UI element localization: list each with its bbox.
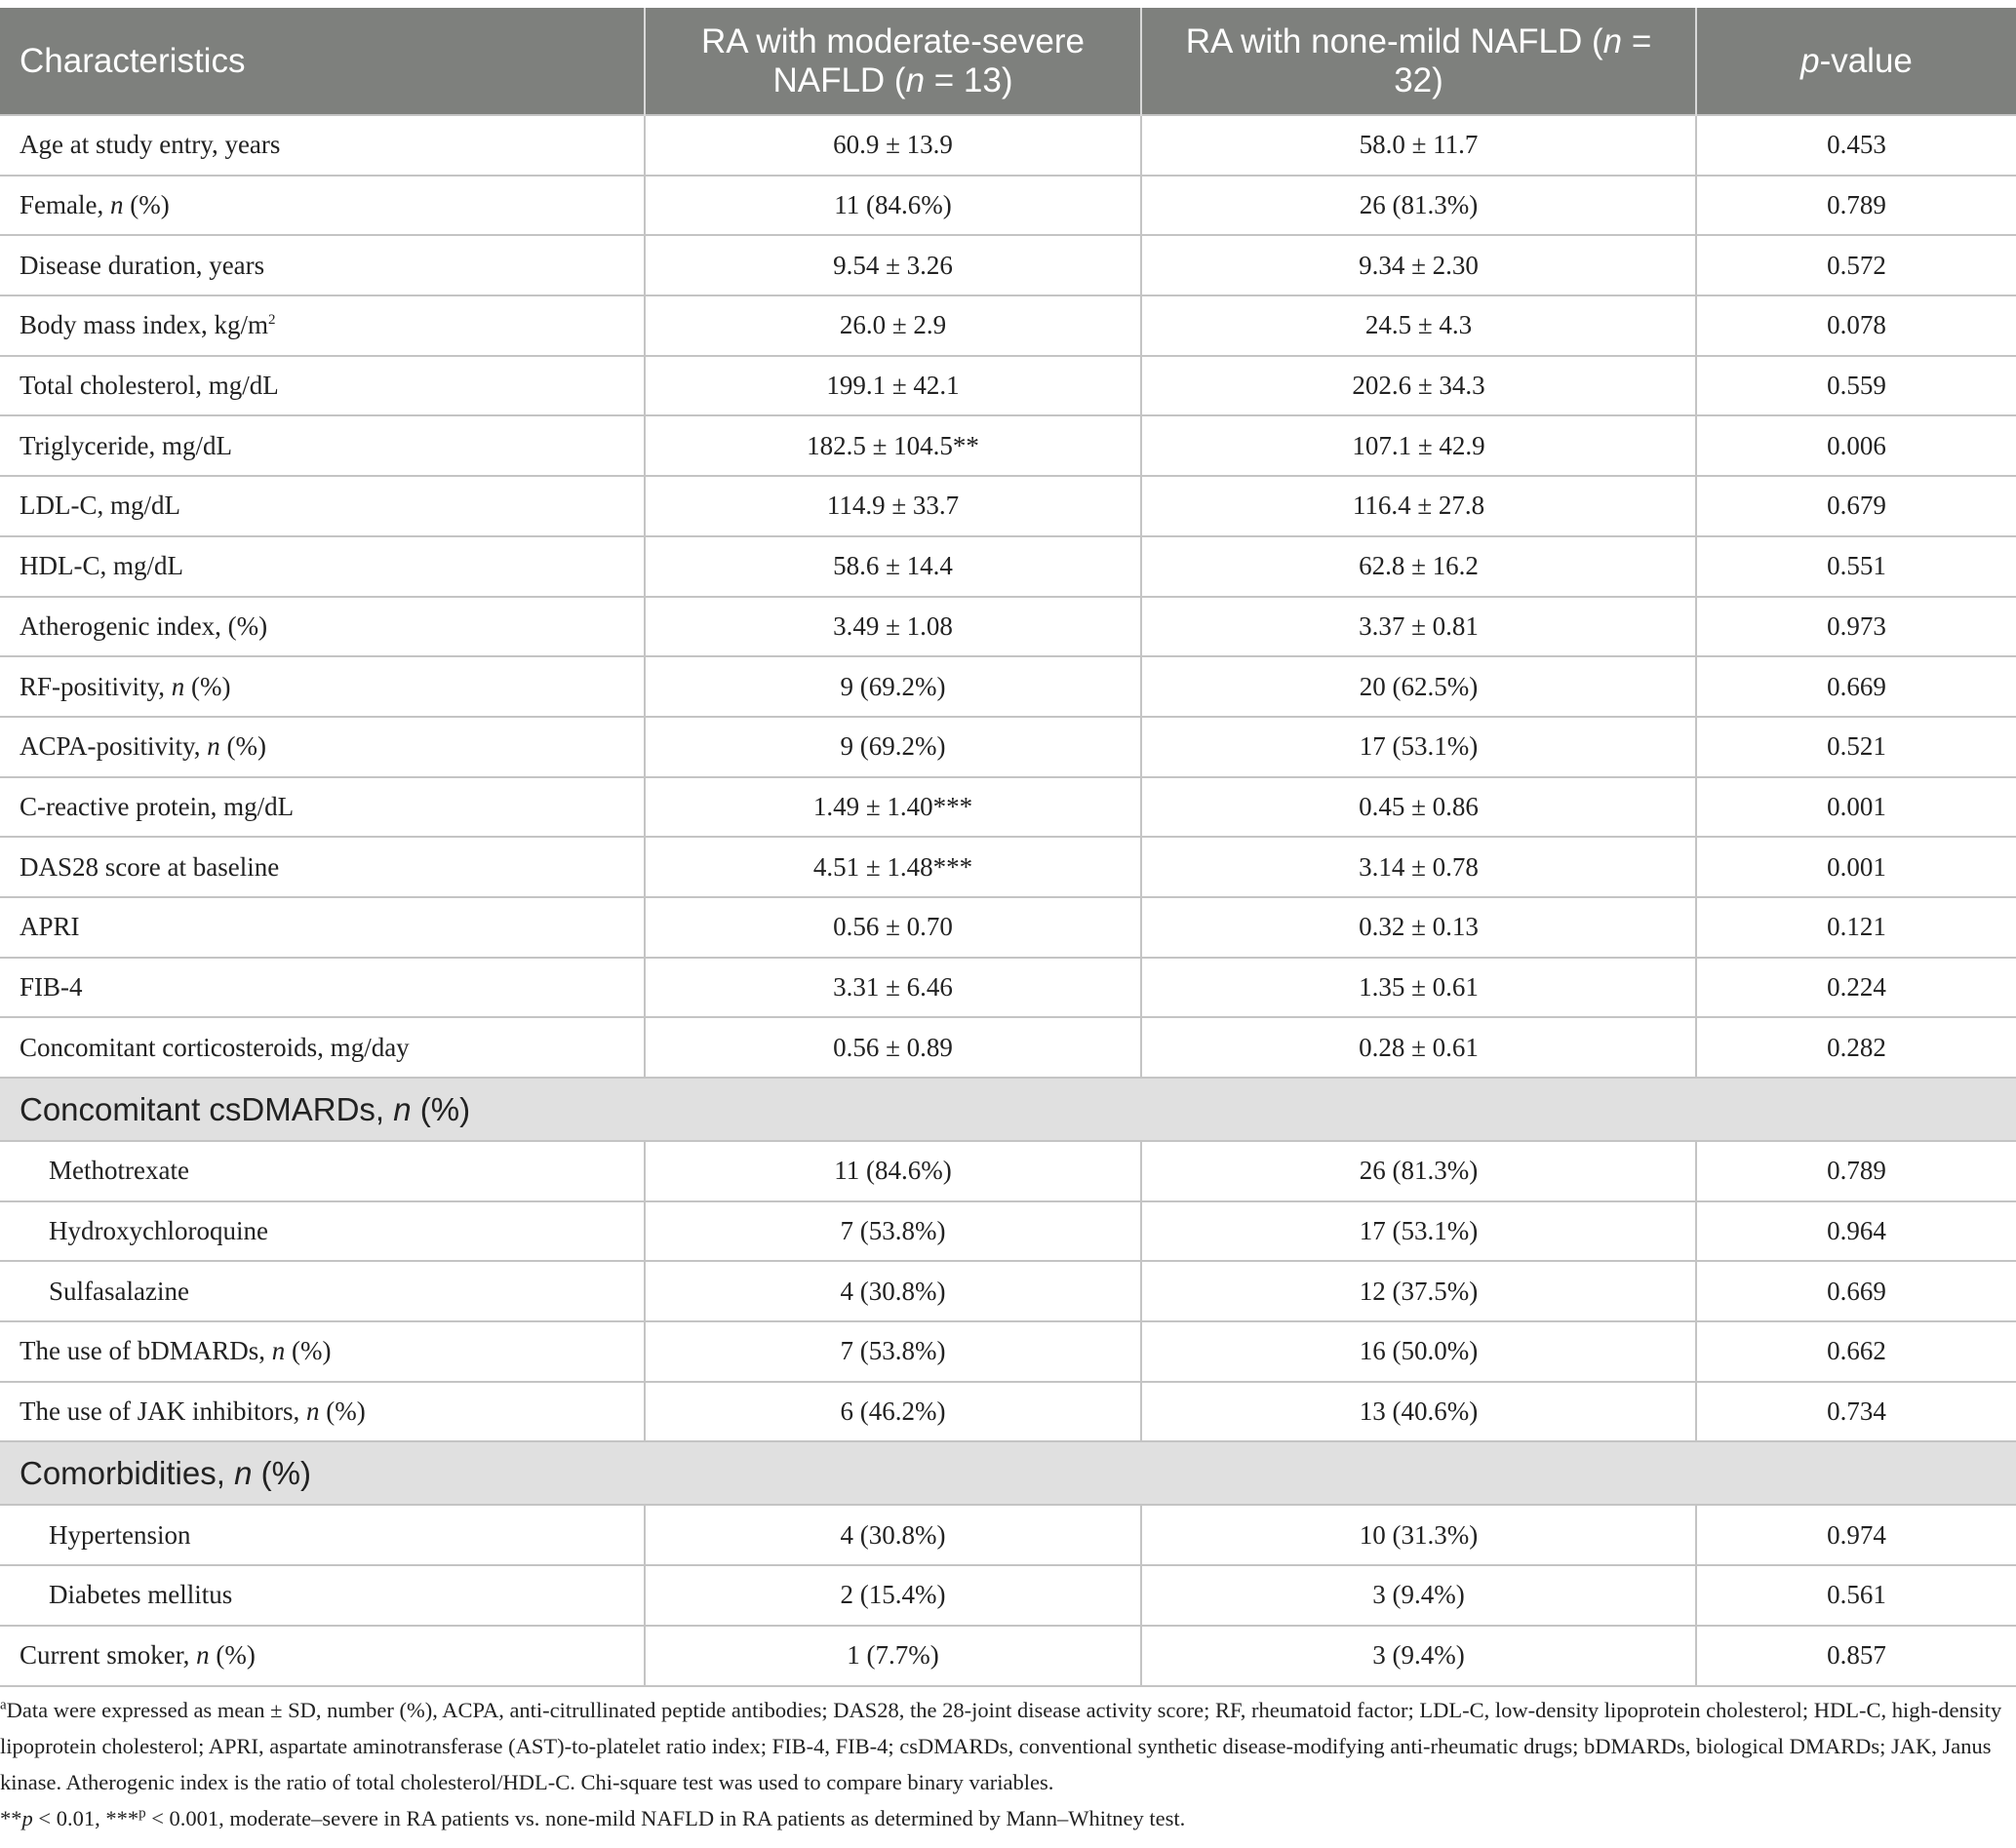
none-mild-value: 0.32 ± 0.13	[1141, 897, 1696, 958]
none-mild-value: 16 (50.0%)	[1141, 1321, 1696, 1382]
table-row	[0, 476, 2016, 536]
none-mild-value: 10 (31.3%)	[1141, 1505, 1696, 1565]
p-value: 0.669	[1696, 656, 2016, 717]
section-row	[0, 1078, 2016, 1141]
table-row	[0, 356, 2016, 416]
none-mild-value: 107.1 ± 42.9	[1141, 415, 1696, 476]
section-title: Comorbidities, n (%)	[0, 1441, 2016, 1505]
header-moderate-severe: RA with moderate-severe NAFLD (n = 13)	[645, 8, 1141, 115]
header-characteristics: Characteristics	[20, 41, 246, 80]
moderate-severe-value: 9.54 ± 3.26	[645, 235, 1141, 295]
moderate-severe-value: 3.49 ± 1.08	[645, 597, 1141, 657]
moderate-severe-value: 0.56 ± 0.89	[645, 1017, 1141, 1078]
row-label: C-reactive protein, mg/dL	[0, 777, 645, 838]
p-value: 0.679	[1696, 476, 2016, 536]
row-label: RF-positivity, n (%)	[0, 656, 645, 717]
table-body	[0, 115, 2016, 1686]
p-value: 0.559	[1696, 356, 2016, 416]
moderate-severe-value: 26.0 ± 2.9	[645, 295, 1141, 356]
row-label: Methotrexate	[0, 1141, 645, 1201]
moderate-severe-value: 4 (30.8%)	[645, 1261, 1141, 1321]
p-value: 0.001	[1696, 837, 2016, 897]
moderate-severe-value: 4.51 ± 1.48***	[645, 837, 1141, 897]
none-mild-value: 3 (9.4%)	[1141, 1565, 1696, 1626]
row-label: ACPA-positivity, n (%)	[0, 717, 645, 777]
none-mild-value: 58.0 ± 11.7	[1141, 115, 1696, 176]
none-mild-value: 26 (81.3%)	[1141, 176, 1696, 236]
moderate-severe-value: 114.9 ± 33.7	[645, 476, 1141, 536]
table-row	[0, 176, 2016, 236]
none-mild-value: 1.35 ± 0.61	[1141, 958, 1696, 1018]
row-label: HDL-C, mg/dL	[0, 536, 645, 597]
row-label: APRI	[0, 897, 645, 958]
moderate-severe-value: 9 (69.2%)	[645, 717, 1141, 777]
row-label: The use of bDMARDs, n (%)	[0, 1321, 645, 1382]
p-value: 0.121	[1696, 897, 2016, 958]
none-mild-value: 12 (37.5%)	[1141, 1261, 1696, 1321]
table-row	[0, 235, 2016, 295]
p-value: 0.973	[1696, 597, 2016, 657]
footnote-definitions: $^a$Data were expressed as mean ± SD, number (%), ACPA, anti-citrullinated peptide antibodies; DAS28, the 28-joint disease activity score; RF, rheumatoid factor; LDL-C, low-density lipoprotein cholesterol; HDL-C, high-density lipoprotein cholesterol; APRI, aspartate aminotransferase (AST)-to-platelet ratio index; FIB-4, FIB-4; csDMARDs, conventional synthetic disease-modifying anti-rheumatic drugs; bDMARDs, biological DMARDs; JAK, Janus kinase. Atherogenic index is the ratio of total cholesterol/HDL-C. Chi-square test was used to compare binary variables.	[0, 1697, 2002, 1794]
moderate-severe-value: 11 (84.6%)	[645, 176, 1141, 236]
moderate-severe-value: 7 (53.8%)	[645, 1201, 1141, 1262]
none-mild-value: 3 (9.4%)	[1141, 1626, 1696, 1686]
table-row	[0, 1382, 2016, 1442]
none-mild-value: 202.6 ± 34.3	[1141, 356, 1696, 416]
p-value: 0.224	[1696, 958, 2016, 1018]
moderate-severe-value: 58.6 ± 14.4	[645, 536, 1141, 597]
table-row	[0, 536, 2016, 597]
table-row	[0, 897, 2016, 958]
row-label: Atherogenic index, (%)	[0, 597, 645, 657]
table-row	[0, 837, 2016, 897]
moderate-severe-value: 11 (84.6%)	[645, 1141, 1141, 1201]
none-mild-value: 116.4 ± 27.8	[1141, 476, 1696, 536]
row-label: Sulfasalazine	[0, 1261, 645, 1321]
section-title: Concomitant csDMARDs, n (%)	[0, 1078, 2016, 1141]
characteristics-table	[0, 8, 2016, 1687]
table-row	[0, 777, 2016, 838]
p-value: 0.551	[1696, 536, 2016, 597]
moderate-severe-value: 199.1 ± 42.1	[645, 356, 1141, 416]
moderate-severe-value: 7 (53.8%)	[645, 1321, 1141, 1382]
none-mild-value: 26 (81.3%)	[1141, 1141, 1696, 1201]
row-label: Age at study entry, years	[0, 115, 645, 176]
p-value: 0.789	[1696, 176, 2016, 236]
moderate-severe-value: 2 (15.4%)	[645, 1565, 1141, 1626]
p-value: 0.857	[1696, 1626, 2016, 1686]
p-value: 0.734	[1696, 1382, 2016, 1442]
table-row	[0, 597, 2016, 657]
p-value: 0.006	[1696, 415, 2016, 476]
p-value: 0.669	[1696, 1261, 2016, 1321]
p-value: 0.521	[1696, 717, 2016, 777]
table-row	[0, 295, 2016, 356]
table-row	[0, 415, 2016, 476]
none-mild-value: 3.37 ± 0.81	[1141, 597, 1696, 657]
p-value: 0.974	[1696, 1505, 2016, 1565]
p-value: 0.001	[1696, 777, 2016, 838]
table-row	[0, 115, 2016, 176]
table-row	[0, 1141, 2016, 1201]
row-label: Hydroxychloroquine	[0, 1201, 645, 1262]
row-label: Disease duration, years	[0, 235, 645, 295]
row-label: Triglyceride, mg/dL	[0, 415, 645, 476]
moderate-severe-value: 182.5 ± 104.5**	[645, 415, 1141, 476]
table-header-row	[0, 8, 2016, 115]
row-label: FIB-4	[0, 958, 645, 1018]
moderate-severe-value: 6 (46.2%)	[645, 1382, 1141, 1442]
table-row	[0, 1261, 2016, 1321]
table-row	[0, 656, 2016, 717]
row-label: Concomitant corticosteroids, mg/day	[0, 1017, 645, 1078]
p-value: 0.561	[1696, 1565, 2016, 1626]
row-label: Body mass index, $kg/m^2$	[0, 295, 645, 356]
row-label: The use of JAK inhibitors, n (%)	[0, 1382, 645, 1442]
p-value: 0.662	[1696, 1321, 2016, 1382]
header-none-mild: RA with none-mild NAFLD (n = 32)	[1141, 8, 1696, 115]
none-mild-value: 17 (53.1%)	[1141, 1201, 1696, 1262]
row-label: Diabetes mellitus	[0, 1565, 645, 1626]
none-mild-value: 17 (53.1%)	[1141, 717, 1696, 777]
moderate-severe-value: 9 (69.2%)	[645, 656, 1141, 717]
none-mild-value: 13 (40.6%)	[1141, 1382, 1696, 1442]
table-row	[0, 717, 2016, 777]
row-label: LDL-C, mg/dL	[0, 476, 645, 536]
moderate-severe-value: 4 (30.8%)	[645, 1505, 1141, 1565]
table-footnote	[0, 1692, 2009, 1836]
row-label: Current smoker, n (%)	[0, 1626, 645, 1686]
section-row	[0, 1441, 2016, 1505]
table-row	[0, 958, 2016, 1018]
footnote-significance: **p < 0.01, ***$^p$ < 0.001, moderate–severe in RA patients vs. none-mild NAFLD in RA patients as determined by Mann–Whitney test.	[0, 1805, 1186, 1830]
row-label: Hypertension	[0, 1505, 645, 1565]
p-value: 0.789	[1696, 1141, 2016, 1201]
table-row	[0, 1626, 2016, 1686]
none-mild-value: 0.45 ± 0.86	[1141, 777, 1696, 838]
p-value: 0.282	[1696, 1017, 2016, 1078]
moderate-severe-value: 3.31 ± 6.46	[645, 958, 1141, 1018]
none-mild-value: 0.28 ± 0.61	[1141, 1017, 1696, 1078]
row-label: Total cholesterol, mg/dL	[0, 356, 645, 416]
none-mild-value: 20 (62.5%)	[1141, 656, 1696, 717]
p-value: 0.453	[1696, 115, 2016, 176]
table-row	[0, 1565, 2016, 1626]
moderate-severe-value: 1 (7.7%)	[645, 1626, 1141, 1686]
moderate-severe-value: 60.9 ± 13.9	[645, 115, 1141, 176]
p-value: 0.964	[1696, 1201, 2016, 1262]
p-value: 0.572	[1696, 235, 2016, 295]
moderate-severe-value: 0.56 ± 0.70	[645, 897, 1141, 958]
header-p-value: p-value	[1696, 8, 2016, 115]
row-label: Female, n (%)	[0, 176, 645, 236]
none-mild-value: 24.5 ± 4.3	[1141, 295, 1696, 356]
none-mild-value: 3.14 ± 0.78	[1141, 837, 1696, 897]
table-row	[0, 1201, 2016, 1262]
table-row	[0, 1017, 2016, 1078]
table-row	[0, 1505, 2016, 1565]
moderate-severe-value: 1.49 ± 1.40***	[645, 777, 1141, 838]
table-row	[0, 1321, 2016, 1382]
none-mild-value: 62.8 ± 16.2	[1141, 536, 1696, 597]
row-label: DAS28 score at baseline	[0, 837, 645, 897]
none-mild-value: 9.34 ± 2.30	[1141, 235, 1696, 295]
p-value: 0.078	[1696, 295, 2016, 356]
